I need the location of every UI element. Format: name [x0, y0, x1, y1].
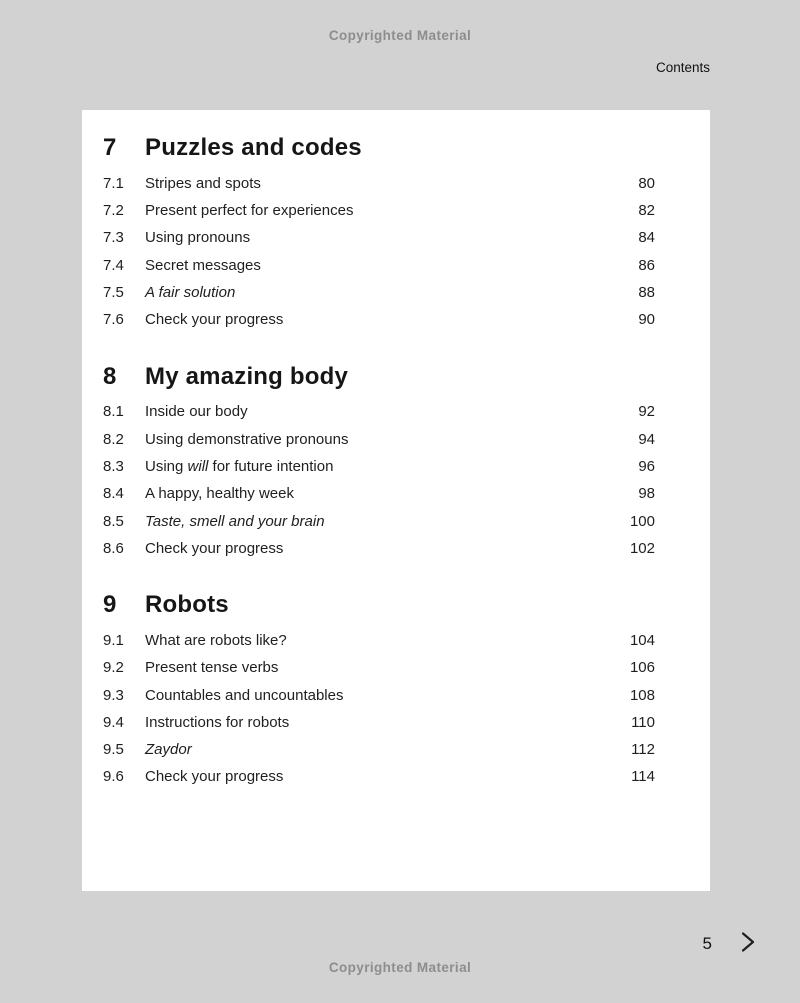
section-number: 9 [103, 591, 117, 619]
entry-page-number: 92 [638, 403, 655, 421]
entry-page-number: 114 [631, 768, 655, 786]
entry-number: 9.2 [103, 659, 124, 677]
toc-row [103, 202, 655, 229]
toc-row [103, 513, 655, 540]
entry-number: 9.1 [103, 631, 124, 649]
toc-row [103, 431, 655, 458]
entry-title [145, 257, 638, 274]
entry-title-segment: Zaydor [145, 741, 192, 759]
entry-number: 9.4 [103, 713, 124, 731]
section-title: Puzzles and codes [145, 134, 362, 161]
contents-header-label: Contents [655, 60, 710, 75]
entry-number: 9.6 [103, 768, 124, 786]
toc-row [103, 659, 655, 686]
toc-row [103, 768, 655, 795]
toc-row [103, 284, 655, 311]
entry-number: 8.4 [103, 485, 124, 503]
entry-page-number: 88 [638, 283, 655, 301]
toc-row [103, 687, 655, 714]
entry-title [145, 687, 630, 704]
entry-page-number: 106 [629, 659, 655, 677]
entry-page-number: 94 [638, 430, 655, 448]
entry-number: 8.2 [103, 430, 124, 448]
entry-number: 8.6 [103, 539, 124, 557]
section-title: My amazing body [145, 362, 349, 390]
entry-page-number: 86 [638, 256, 655, 274]
entry-number: 7.1 [103, 174, 124, 192]
chevron-right-icon [740, 931, 756, 956]
entry-title-segment: A fair solution [145, 283, 236, 301]
entry-page-number: 110 [631, 713, 655, 731]
toc-section [103, 591, 655, 796]
entry-title [145, 485, 638, 502]
entry-number: 8.3 [103, 457, 124, 475]
entry-title-segment: Inside our body [145, 403, 248, 421]
entry-page-number: 100 [629, 512, 655, 530]
entry-page-number: 112 [631, 741, 655, 759]
entry-number: 8.1 [103, 403, 124, 421]
entry-title-segment: Present perfect for experiences [145, 202, 354, 220]
entry-title-segment: Check your progress [145, 311, 284, 329]
entry-title [145, 431, 638, 448]
entry-title-segment: Using pronouns [145, 229, 251, 247]
entry-title-segment: Countables and uncountables [145, 686, 344, 704]
toc-row [103, 229, 655, 256]
copyright-notice-bottom: Copyrighted Material [328, 960, 472, 975]
entry-title [145, 768, 631, 785]
entry-title [145, 229, 638, 246]
entry-title-segment: Check your progress [145, 768, 284, 786]
entry-title [145, 741, 631, 758]
entry-title-segment: Taste, smell and your brain [145, 512, 325, 530]
toc-section [103, 363, 655, 568]
toc-row [103, 741, 655, 768]
toc-row [103, 257, 655, 284]
copyright-notice-top: Copyrighted Material [328, 28, 472, 43]
entry-title-segment: Stripes and spots [145, 174, 261, 192]
section-heading [103, 363, 655, 392]
entry-page-number: 104 [629, 631, 655, 649]
entry-title [145, 403, 638, 420]
entry-title [145, 714, 631, 731]
entry-title-segment: Using [145, 457, 188, 475]
section-title: Robots [145, 591, 229, 619]
entry-number: 8.5 [103, 512, 124, 530]
entry-title-segment: for future intention [208, 457, 334, 475]
entry-title [145, 284, 638, 301]
pager-footer [703, 931, 756, 956]
entry-number: 9.3 [103, 686, 124, 704]
entry-page-number: 96 [638, 457, 655, 475]
section-heading [103, 134, 655, 163]
entry-number: 7.4 [103, 256, 124, 274]
toc-row [103, 175, 655, 202]
entry-page-number: 108 [629, 686, 655, 704]
toc-row [103, 403, 655, 430]
entry-title-segment: Present tense verbs [145, 659, 279, 677]
book-page [82, 110, 710, 891]
toc-row [103, 311, 655, 338]
entry-title-segment: will [187, 457, 209, 475]
page-indicator: 5 [702, 933, 712, 953]
entry-title [145, 513, 630, 530]
table-of-contents [103, 134, 655, 796]
toc-row [103, 540, 655, 567]
entry-page-number: 80 [638, 174, 655, 192]
entry-title-segment: Instructions for robots [145, 713, 290, 731]
entry-title [145, 311, 638, 328]
entry-number: 7.5 [103, 283, 124, 301]
toc-row [103, 632, 655, 659]
toc-row [103, 714, 655, 741]
toc-row [103, 458, 655, 485]
entry-page-number: 102 [629, 539, 655, 557]
entry-page-number: 82 [638, 202, 655, 220]
toc-section [103, 134, 655, 339]
section-heading [103, 591, 655, 620]
entry-title-segment: Using demonstrative pronouns [145, 430, 349, 448]
entry-title [145, 458, 638, 475]
entry-title [145, 659, 630, 676]
section-number: 7 [103, 134, 117, 161]
entry-number: 9.5 [103, 741, 124, 759]
entry-number: 7.2 [103, 202, 124, 220]
entry-page-number: 84 [638, 229, 655, 247]
entry-number: 7.3 [103, 229, 124, 247]
entry-number: 7.6 [103, 311, 124, 329]
entry-title [145, 175, 638, 192]
toc-row [103, 485, 655, 512]
entry-page-number: 90 [638, 311, 655, 329]
entry-title [145, 540, 630, 557]
section-number: 8 [103, 362, 117, 390]
entry-title-segment: Secret messages [145, 256, 261, 274]
entry-title [145, 202, 638, 219]
entry-title-segment: Check your progress [145, 539, 284, 557]
next-page-button[interactable] [740, 931, 756, 956]
entry-title-segment: A happy, healthy week [145, 485, 294, 503]
entry-title-segment: What are robots like? [145, 631, 287, 649]
entry-page-number: 98 [638, 485, 655, 503]
entry-title [145, 632, 630, 649]
